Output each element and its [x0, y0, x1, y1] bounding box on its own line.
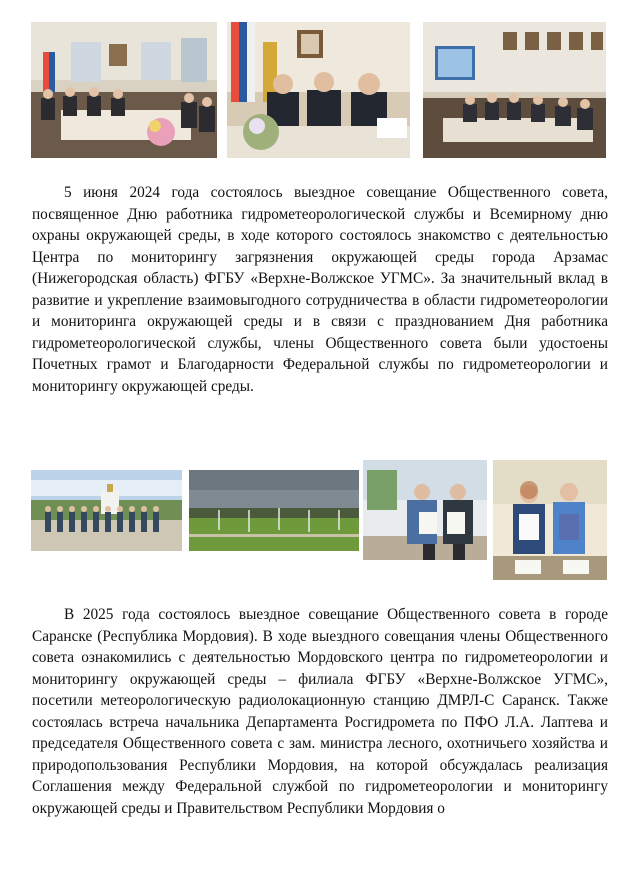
photo-presentation-room [423, 22, 606, 158]
photo-award-woman-man [493, 460, 607, 580]
photo-meeting-room-wide [31, 22, 217, 158]
paragraph-text: В 2025 года состоялось выездное совещание Общественного совета в городе Саранске (Республика Мордовия). В ходе выездного совещания члены Общественного совета ознакомились с деятельностью Мордовского центра по гидрометеорологии и мониторингу окружающей среды – филиала ФГБУ «Верхне-Волжское УГМС», посетили метеорологическую радиолокационную станцию ДМРЛ-С Саранск. Также состоялась встреча начальника Департамента Росгидромета по ПФО Л.А. Лаптева и председателя Общественного совета с зам. министра лесного, охотничьего хозяйства и природопользования Республики Мордовия, на которой обсуждалась реализация Соглашения между Федеральной службой по гидрометеорологии и мониторингу окружающей среды и Правительством Республики Мордовия о [32, 606, 608, 817]
photo-presidium [227, 22, 410, 158]
paragraph-saransk-meeting [32, 604, 608, 819]
paragraph-text: 5 июня 2024 года состоялось выездное совещание Общественного совета, посвященное Дню работника гидрометеорологической службы и Всемирному дню охраны окружающей среды, в ходе которого состоялось знакомство с деятельностью Центра по мониторингу загрязнения окружающей среды города Арзамас (Нижегородская область) ФГБУ «Верхне-Волжское УГМС». За значительный вклад в развитие и укрепление взаимовыгодного сотрудничества в области гидрометеорологии и мониторинга окружающей среды и в связи с празднованием Дня работника гидрометеорологической службы, члены Общественного совета были удостоены Почетных грамот и Благодарности Федеральной службы по гидрометеорологии и мониторингу окружающей среды. [32, 184, 608, 395]
photo-award-two-men [363, 460, 487, 560]
photo-group-outdoor [31, 470, 182, 551]
photo-field-station [189, 470, 359, 551]
paragraph-arzamas-meeting [32, 182, 608, 397]
